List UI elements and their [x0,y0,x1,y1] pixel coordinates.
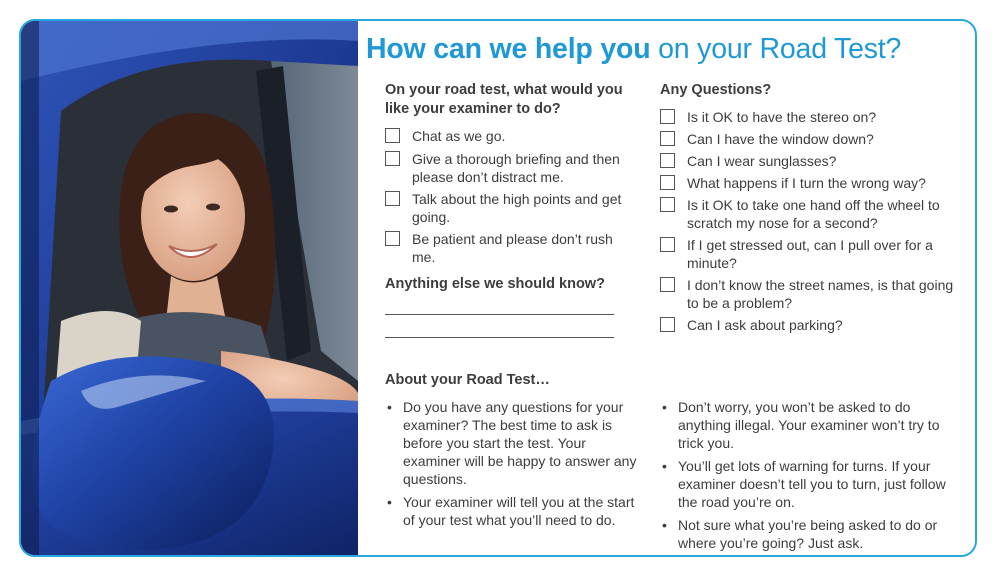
about-list-right [660,398,955,557]
answer-line-2[interactable] [385,337,614,338]
bullet-icon: • [387,494,392,510]
checkbox[interactable] [385,128,400,143]
examiner-preference-list [385,127,625,266]
checkbox[interactable] [660,317,675,332]
question-item[interactable]: What happens if I turn the wrong way? [660,174,955,192]
checkbox[interactable] [385,151,400,166]
checkbox[interactable] [385,191,400,206]
road-test-card [19,19,977,557]
question-item[interactable]: Can I ask about parking? [660,316,955,334]
anything-else-heading: Anything else we should know? [385,276,605,292]
checkbox[interactable] [660,175,675,190]
question-item[interactable]: Can I have the window down? [660,130,955,148]
about-item: • Don’t worry, you won’t be asked to do anything illegal. Your examiner won’t try to trick you. [662,399,940,451]
page-title [366,33,901,66]
question-item[interactable]: Is it OK to have the stereo on? [660,108,955,126]
bullet-icon: • [662,399,667,415]
answer-line-1[interactable] [385,314,614,315]
about-list-left [385,398,645,534]
car-photo [21,21,358,555]
title-rest: on your Road Test? [650,33,902,65]
checkbox[interactable] [660,131,675,146]
checkbox[interactable] [660,153,675,168]
checkbox[interactable] [660,277,675,292]
bullet-icon: • [662,517,667,533]
about-item: • Do you have any questions for your examiner? The best time to ask is before you start the test. Your examiner will be happy to answer any questions. [387,399,637,487]
about-item: • You’ll get lots of warning for turns. If your examiner doesn’t tell you to turn, just follow the road you’re on. [662,458,946,510]
about-item: • Your examiner will tell you at the start of your test what you’ll need to do. [387,494,635,528]
question-item[interactable]: I don’t know the street names, is that going to be a problem? [660,276,955,312]
checkbox[interactable] [660,197,675,212]
about-item: • Not sure what you’re being asked to do or where you’re going? Just ask. [662,517,938,551]
option-high-points[interactable]: Talk about the high points and get going. [385,190,625,226]
questions-list [660,108,955,334]
option-chat[interactable]: Chat as we go. [385,127,625,145]
examiner-preference-heading: On your road test, what would you like your examiner to do? [385,82,623,117]
checkbox[interactable] [660,109,675,124]
any-questions-heading: Any Questions? [660,82,772,98]
bullet-icon: • [387,399,392,415]
option-briefing[interactable]: Give a thorough briefing and then please don’t distract me. [385,150,625,186]
checkbox[interactable] [385,231,400,246]
about-heading: About your Road Test… [385,372,550,388]
bullet-icon: • [662,458,667,474]
woman-in-car-illustration [21,21,358,555]
checkbox[interactable] [660,237,675,252]
option-patient[interactable]: Be patient and please don’t rush me. [385,230,625,266]
title-bold: How can we help you [366,33,651,65]
question-item[interactable]: Can I wear sunglasses? [660,152,955,170]
question-item[interactable]: If I get stressed out, can I pull over for a minute? [660,236,955,272]
question-item[interactable]: Is it OK to take one hand off the wheel to scratch my nose for a second? [660,196,955,232]
